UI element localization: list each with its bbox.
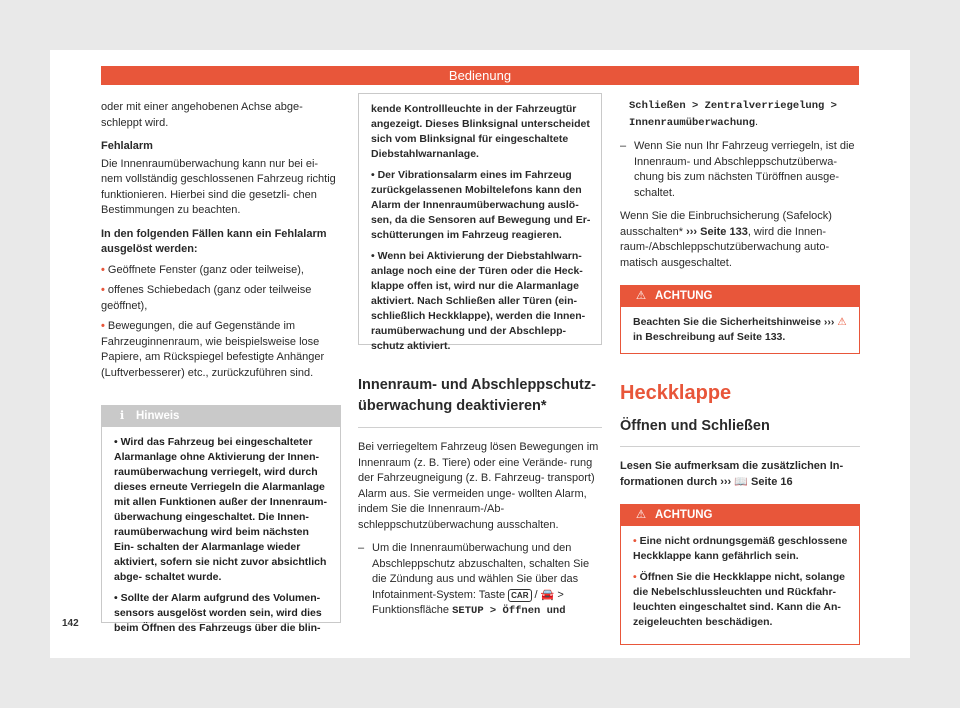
hinweis-continuation-box bbox=[358, 93, 602, 352]
hinweis-continuation-text: kende Kontrollleuchte in der Fahrzeugtür angezeigt. Dieses Blinksignal unterscheidet sich vom Blinksignal für eingeschaltete Diebstahlwarnanlage. bbox=[371, 103, 590, 160]
hinweis-box bbox=[101, 405, 341, 634]
achtung-box bbox=[620, 285, 860, 354]
list-item: • Geöffnete Fenster (ganz oder teilweise), bbox=[101, 263, 304, 276]
bullet-icon: • bbox=[101, 284, 108, 296]
page-reference-link[interactable]: Seite 16 bbox=[751, 475, 793, 488]
list-item: • Wird das Fahrzeug bei eingeschalteter Alarmanlage ohne Aktivierung der Innen- raumüberwachung verriegelt, wird durch dieses erneute Verriegeln die Alarmanlage mit allen Funktionen außer der Innenraum- überwachung eingeschaltet. Die Innen- raumüberwachung wird beim nächsten Ein- schalten der Alarmanlage wieder aktiviert, sofern sie nicht zuvor absichtlich abge- schaltet wurde. bbox=[114, 436, 327, 583]
fehlalarm-text: Die Innenraumüberwachung kann nur bei ei- nem vollständig geschlossenen Fahrzeug richtig funktionieren. Hierbei sind die gesetzli- chen Bestimmungen zu beachten. bbox=[101, 157, 336, 216]
book-icon: 📖 bbox=[734, 475, 748, 488]
hinweis-header: ℹ Hinweis bbox=[102, 406, 340, 427]
menu-path-code: SETUP > Öffnen und bbox=[452, 605, 566, 617]
achtung-body: Beachten Sie die Sicherheitshinweise ››› ⚠ in Beschreibung auf Seite 133. bbox=[633, 316, 847, 343]
list-item: • Wenn bei Aktivierung der Diebstahlwarn- anlage noch eine der Türen oder die Heck- klappe offen ist, wird nur die Alarmanlage aktiviert. Nach Schließen aller Türen (ein- schließlich Heckklappe), werden die Innen- raumüberwachung und der Abschlepp- schutz aktiviert. bbox=[371, 250, 586, 352]
page-number: 142 bbox=[62, 618, 79, 629]
bullet-icon: • bbox=[101, 263, 108, 276]
list-item: • Bewegungen, die auf Gegenstände im Fahrzeuginnenraum, wie beispielsweise lose Papiere, am Rückspiegel befestigte Anhänger (Luftverbesserer) etc., zurückzuführen sind. bbox=[101, 320, 325, 379]
list-item: • Eine nicht ordnungsgemäß geschlossene Heckklappe kann gefährlich sein. bbox=[633, 535, 848, 562]
info-icon: ℹ bbox=[119, 410, 125, 422]
car-key-icon: CAR bbox=[508, 589, 531, 602]
dash-marker: – bbox=[358, 542, 365, 554]
step-text: Um die Innenraumüberwachung und den Abschleppschutz abzuschalten, schalten Sie die Zündung aus und wählen Sie über das Infotainment-System: Taste CAR / 🚘 > Funktionsfläche SETUP > Öffnen und bbox=[372, 542, 590, 617]
info-text: Lesen Sie aufmerksam die zusätzlichen In- formationen durch ››› 📖 Seite 16 bbox=[620, 459, 860, 490]
achtung-header: ⚠ ACHTUNG bbox=[621, 286, 859, 307]
warning-icon: ⚠ bbox=[635, 509, 647, 521]
achtung-body bbox=[621, 526, 859, 644]
safelock-text: Wenn Sie die Einbruchsicherung (Safelock) ausschalten* ››› Seite 133, wird die Innen- raum-/Abschleppschutzüberwachung auto- matisch ausgeschaltet. bbox=[620, 210, 832, 269]
list-item: • offenes Schiebedach (ganz oder teilweise geöffnet), bbox=[101, 284, 312, 312]
menu-path-continuation: Schließen > Zentralverriegelung > Innenraumüberwachung. bbox=[629, 100, 837, 129]
hinweis-body bbox=[102, 427, 340, 650]
page-header: Bedienung bbox=[101, 66, 859, 85]
warning-icon: ⚠ bbox=[837, 316, 847, 328]
column-2 bbox=[358, 93, 602, 626]
faelle-heading: In den folgenden Fällen kann ein Fehlalarm ausgelöst werden: bbox=[101, 227, 327, 255]
column-3 bbox=[620, 98, 860, 645]
page-reference-link[interactable]: ››› Seite 133 bbox=[686, 225, 748, 238]
list-item: • Öffnen Sie die Heckklappe nicht, solange die Nebelschlussleuchten und Rückfahr- leuchten eingeschaltet sind. Kann die An- zeigeleuchten beschädigen. bbox=[633, 571, 845, 628]
achtung-header: ⚠ ACHTUNG bbox=[621, 505, 859, 526]
section-text: Bei verriegeltem Fahrzeug lösen Bewegungen im Innenraum (z. B. Tiere) oder eine Verände- rung der Fahrzeugneigung (z. B. Fahrzeug- transport) Alarm aus. Sie vermeiden unge- wollten Alarm, indem Sie die Innenraum-/Ab- schleppschutzüberwachung ausschalten. bbox=[358, 441, 599, 531]
bullet-icon: • bbox=[101, 320, 108, 332]
dash-marker: – bbox=[620, 140, 627, 152]
step-item bbox=[358, 541, 602, 620]
list-item: • Sollte der Alarm aufgrund des Volumen- sensors ausgelöst worden sein, wird dies beim Öffnen des Fahrzeugs über die blin- bbox=[114, 592, 322, 634]
list-item: • Der Vibrationsalarm eines im Fahrzeug zurückgelassenen Mobiltelefons kann den Alarm der Innenraumüberwachung auslö- sen, da die Sensoren auf Bewegung und Er- schütterungen im Fahrzeug reagieren. bbox=[371, 169, 591, 241]
achtung-box bbox=[620, 504, 860, 645]
heckklappe-subtitle: Öffnen und Schließen bbox=[620, 416, 860, 447]
car-menu-icon: 🚘 bbox=[540, 588, 555, 601]
column-1 bbox=[101, 100, 337, 386]
section-title: Innenraum- und Abschleppschutz- überwachung deaktivieren* bbox=[358, 375, 602, 428]
intro-text: oder mit einer angehobenen Achse abge- schleppt wird. bbox=[101, 101, 303, 129]
step-item: – Wenn Sie nun Ihr Fahrzeug verriegeln, ist die Innenraum- und Abschleppschutzüberwa- chung bis zum nächsten Türöffnen ausge- schaltet. bbox=[620, 139, 860, 201]
warning-icon: ⚠ bbox=[635, 290, 647, 302]
fehlalarm-heading: Fehlalarm bbox=[101, 140, 153, 152]
heckklappe-title: Heckklappe bbox=[620, 382, 732, 404]
